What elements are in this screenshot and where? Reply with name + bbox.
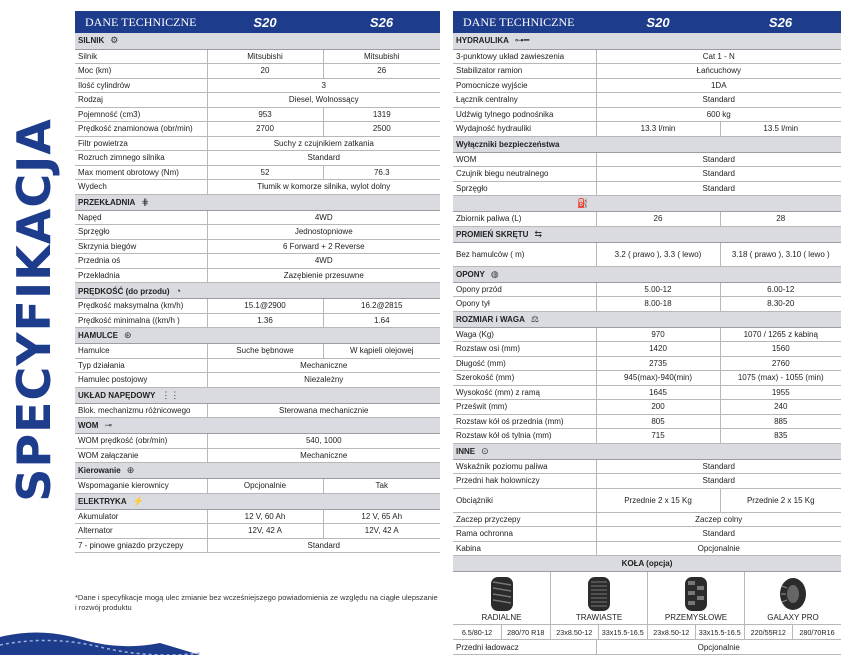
ladowacz-table — [453, 640, 841, 655]
value-cell: Standard — [596, 152, 841, 167]
tire-radial-icon — [489, 576, 515, 612]
value-cell: 28 — [720, 212, 841, 227]
label-cell: Wskaźnik poziomu paliwa — [453, 459, 596, 474]
weight-icon: ⚖ — [530, 313, 539, 324]
table-row — [453, 640, 841, 655]
section-title: TRAWIASTE — [575, 613, 623, 622]
section-przekladnia — [75, 194, 440, 210]
table-row — [75, 479, 440, 494]
table-row — [75, 239, 440, 254]
right-spec-panel — [453, 11, 841, 655]
label-cell — [453, 311, 841, 327]
table-row — [75, 344, 440, 359]
table-row — [453, 371, 841, 386]
footnote: *Dane i specyfikacje mogą ulec zmianie bez wcześniejszego powiadomienia ze względu na ciągłe ulepszanie i rozwój produktu — [75, 593, 438, 612]
value-cell: 835 — [720, 429, 841, 444]
value-cell: 8.00-18 — [596, 297, 720, 312]
section-title: ELEKTRYKA — [78, 496, 127, 506]
lightning-icon: ⚡ — [132, 495, 144, 506]
label-cell — [453, 33, 841, 49]
table-row — [453, 356, 841, 371]
value-cell: Mitsubishi — [207, 49, 323, 64]
value-cell: Opcjonalnie — [596, 640, 841, 655]
label-cell — [453, 196, 841, 212]
value-cell: 8.30-20 — [720, 297, 841, 312]
label-cell: Rozruch zimnego silnika — [75, 151, 207, 166]
value-cell: 16.2@2815 — [323, 299, 440, 314]
table-row — [75, 151, 440, 166]
table-row — [453, 242, 841, 266]
table-row — [453, 78, 841, 93]
pto-shaft-icon: ⊸ — [104, 420, 112, 430]
label-cell: Przekładnia — [75, 268, 207, 283]
value-cell: Zazębienie przesuwne — [207, 268, 440, 283]
table-row — [453, 93, 841, 108]
label-cell: Max moment obrotowy (Nm) — [75, 165, 207, 180]
model-s20-label: S20 — [646, 14, 670, 30]
value-cell: 12 V, 65 Ah — [323, 509, 440, 524]
value-cell: 12V, 42 A — [207, 524, 323, 539]
label-cell — [75, 418, 440, 434]
section-title: INNE — [456, 446, 476, 456]
section-wylaczniki — [453, 136, 841, 152]
value-cell: Standard — [596, 527, 841, 542]
label-cell: 6.5/80-12 — [453, 625, 502, 640]
value-cell: 23x8.50-12 — [647, 625, 696, 640]
section-title: (do przodu) — [125, 286, 170, 296]
value-cell: 953 — [207, 107, 323, 122]
table-row — [453, 181, 841, 196]
label-cell: Długość (mm) — [453, 356, 596, 371]
value-cell: 2700 — [207, 122, 323, 137]
label-cell — [75, 33, 440, 49]
gearbox-icon: ⋕ — [141, 196, 149, 207]
value-cell: Przednie 2 x 15 Kg — [720, 488, 841, 512]
section-uklad-napedowy — [75, 387, 440, 403]
value-cell: Niezależny — [207, 373, 440, 388]
label-cell: Opony tył — [453, 297, 596, 312]
value-cell: 33x15.5-16.5 — [599, 625, 648, 640]
value-cell: Przednie 2 x 15 Kg — [596, 488, 720, 512]
value-cell: 2735 — [596, 356, 720, 371]
section-title: ROZMIAR i WAGA — [456, 314, 525, 324]
drivetrain-icon: ⋮⋮ — [161, 389, 180, 400]
table-row — [75, 49, 440, 64]
value-cell: 33x15.5-16.5 — [696, 625, 745, 640]
section-title: GALAXY PRO — [767, 613, 819, 622]
table-row — [75, 538, 440, 553]
value-cell: W kąpieli olejowej — [323, 344, 440, 359]
section-kierowanie — [75, 463, 440, 479]
brake-icon: ⊛ — [124, 330, 132, 340]
section-title: HAMULCE — [78, 331, 118, 340]
label-cell: Obciążniki — [453, 488, 596, 512]
table-row — [75, 93, 440, 108]
label-cell: Sprzęgło — [453, 181, 596, 196]
value-cell: 240 — [720, 400, 841, 415]
brand-wave-decoration — [0, 627, 200, 655]
wheel-przemyslowe — [647, 572, 744, 624]
section-elektryka — [75, 493, 440, 509]
right-spec-table — [453, 33, 841, 572]
value-cell: 12V, 42 A — [323, 524, 440, 539]
label-cell: Prześwit (mm) — [453, 400, 596, 415]
table-row — [453, 488, 841, 512]
section-hydraulika — [453, 33, 841, 49]
section-title: SILNIK — [78, 36, 105, 46]
value-cell: Standard — [596, 167, 841, 182]
value-cell: 1420 — [596, 342, 720, 357]
table-row — [75, 299, 440, 314]
value-cell: Standard — [207, 538, 440, 553]
value-cell: Tak — [323, 479, 440, 494]
value-cell: 220/55R12 — [744, 625, 793, 640]
label-cell: Czujnik biegu neutralnego — [453, 167, 596, 182]
tire-galaxy-icon — [778, 576, 808, 612]
left-spec-panel — [75, 11, 440, 553]
label-cell — [75, 463, 440, 479]
section-title: PRZEKŁADNIA — [78, 197, 136, 207]
label-cell: Przedni ładowacz — [453, 640, 596, 655]
section-title: PRĘDKOŚĆ — [78, 286, 124, 296]
table-row — [75, 268, 440, 283]
value-cell: 600 kg — [596, 107, 841, 122]
value-cell: 280/70 R18 — [502, 625, 551, 640]
label-cell: Opony przód — [453, 282, 596, 297]
table-row — [75, 165, 440, 180]
label-cell: WOM prędkość (obr/min) — [75, 434, 207, 449]
value-cell: 970 — [596, 327, 720, 342]
table-row — [75, 403, 440, 418]
header-title: DANE TECHNICZNE — [85, 14, 197, 29]
label-cell: Rozstaw kół oś przednia (mm) — [453, 414, 596, 429]
value-cell: 1560 — [720, 342, 841, 357]
label-cell: Ilość cylindrów — [75, 78, 207, 93]
label-cell: Szerokość (mm) — [453, 371, 596, 386]
label-cell: Rodzaj — [75, 93, 207, 108]
speedometer-icon: ◔ — [175, 285, 181, 296]
table-row — [75, 358, 440, 373]
value-cell: 1319 — [323, 107, 440, 122]
label-cell: Przedni hak holowniczy — [453, 474, 596, 489]
table-row — [75, 448, 440, 463]
value-cell: 200 — [596, 400, 720, 415]
table-row — [75, 107, 440, 122]
value-cell: Diesel, Wolnossący — [207, 93, 440, 108]
value-cell: Suche bębnowe — [207, 344, 323, 359]
value-cell: 2500 — [323, 122, 440, 137]
label-cell: Zbiornik paliwa (L) — [453, 212, 596, 227]
label-cell: Udźwig tylnego podnośnika — [453, 107, 596, 122]
table-row — [453, 541, 841, 556]
label-cell: Bez hamulców ( m) — [453, 242, 596, 266]
section-hamulce — [75, 328, 440, 344]
left-spec-table — [75, 33, 440, 553]
value-cell: 1070 / 1265 z kabiną — [720, 327, 841, 342]
section-rozmiar-waga — [453, 311, 841, 327]
label-cell: Stabilizator ramion — [453, 64, 596, 79]
value-cell: 1DA — [596, 78, 841, 93]
section-opony — [453, 266, 841, 282]
value-cell: Suchy z czujnikiem zatkania — [207, 136, 440, 151]
label-cell — [453, 136, 841, 152]
tire-turf-icon — [586, 576, 612, 612]
label-cell: Kabina — [453, 541, 596, 556]
label-cell: Hamulce — [75, 344, 207, 359]
label-cell: Prędkość znamionowa (obr/min) — [75, 122, 207, 137]
tire-industrial-icon — [683, 576, 709, 612]
value-cell: 12 V, 60 Ah — [207, 509, 323, 524]
header-title: DANE TECHNICZNE — [463, 14, 575, 29]
value-cell: 540, 1000 — [207, 434, 440, 449]
wheel-trawiaste — [550, 572, 647, 624]
label-cell: 3-punktowy układ zawieszenia — [453, 49, 596, 64]
label-cell — [453, 266, 841, 282]
model-s26-label: S26 — [768, 14, 793, 30]
table-row — [453, 459, 841, 474]
label-cell: Waga (Kg) — [453, 327, 596, 342]
value-cell: 26 — [323, 64, 440, 79]
label-cell — [75, 493, 440, 509]
table-row — [453, 297, 841, 312]
table-row — [75, 210, 440, 225]
value-cell: 715 — [596, 429, 720, 444]
label-cell: Przednia oś — [75, 254, 207, 269]
value-cell: Opcjonalnie — [207, 479, 323, 494]
value-cell: 805 — [596, 414, 720, 429]
value-cell: Opcjonalnie — [596, 541, 841, 556]
table-row — [453, 212, 841, 227]
value-cell: Standard — [596, 181, 841, 196]
table-row — [75, 313, 440, 328]
table-row — [453, 122, 841, 137]
section-zbiornik — [453, 196, 841, 212]
section-title: RADIALNE — [481, 613, 522, 622]
value-cell: 6 Forward + 2 Reverse — [207, 239, 440, 254]
label-cell: Skrzynia biegów — [75, 239, 207, 254]
label-cell: Filtr powietrza — [75, 136, 207, 151]
table-row — [75, 122, 440, 137]
turning-arrows-icon: ⇆ — [534, 228, 542, 239]
label-cell — [75, 328, 440, 344]
label-cell: Wspomaganie kierownicy — [75, 479, 207, 494]
value-cell: 13.3 l/min — [596, 122, 720, 137]
table-row — [453, 107, 841, 122]
section-promien-skretu — [453, 226, 841, 242]
label-cell: Moc (km) — [75, 64, 207, 79]
label-cell: Alternator — [75, 524, 207, 539]
value-cell: 1955 — [720, 385, 841, 400]
label-cell: 7 - pinowe gniazdo przyczepy — [75, 538, 207, 553]
value-cell: 1075 (max) - 1055 (min) — [720, 371, 841, 386]
value-cell: 3.2 ( prawo ), 3.3 ( lewo) — [596, 242, 720, 266]
value-cell: 76.3 — [323, 165, 440, 180]
value-cell: 6.00-12 — [720, 282, 841, 297]
value-cell: 1.64 — [323, 313, 440, 328]
label-cell: Rozstaw osi (mm) — [453, 342, 596, 357]
specyfikacja-title: SPECYFIKACJA — [7, 118, 61, 502]
label-cell: Akumulator — [75, 509, 207, 524]
wheel-galaxy-pro — [744, 572, 841, 624]
label-cell: Prędkość maksymalna (km/h) — [75, 299, 207, 314]
label-cell — [453, 443, 841, 459]
value-cell: 4WD — [207, 254, 440, 269]
hydraulic-cylinder-icon: ⊶━ — [514, 35, 530, 46]
table-row — [75, 254, 440, 269]
value-cell: 26 — [596, 212, 720, 227]
label-cell: KOŁA (opcja) — [453, 556, 841, 572]
section-inne — [453, 443, 841, 459]
value-cell: Cat 1 - N — [596, 49, 841, 64]
fuel-pump-icon: ⛽ — [577, 198, 589, 208]
section-title: HYDRAULIKA — [456, 36, 509, 46]
table-row — [75, 78, 440, 93]
value-cell: 13.5 l/min — [720, 122, 841, 137]
value-cell: Łańcuchowy — [596, 64, 841, 79]
value-cell: 3.18 ( prawo ), 3.10 ( lewo ) — [720, 242, 841, 266]
table-row — [75, 509, 440, 524]
value-cell: 23x8.50-12 — [550, 625, 599, 640]
table-row — [453, 342, 841, 357]
more-dots-icon: ⊙ — [481, 445, 489, 456]
table-row — [75, 136, 440, 151]
label-cell: Blok. mechanizmu różnicowego — [75, 403, 207, 418]
table-row — [453, 414, 841, 429]
section-wom — [75, 418, 440, 434]
value-cell: 1.36 — [207, 313, 323, 328]
label-cell: Wydajność hydrauliki — [453, 122, 596, 137]
label-cell — [453, 226, 841, 242]
label-cell: Pomocnicze wyjście — [453, 78, 596, 93]
section-title: PROMIEŃ SKRĘTU — [456, 229, 529, 239]
table-row — [75, 225, 440, 240]
label-cell — [75, 283, 440, 299]
label-cell: Prędkość minimalna ((km/h ) — [75, 313, 207, 328]
section-title: UKŁAD NAPĘDOWY — [78, 390, 156, 400]
table-row — [453, 527, 841, 542]
label-cell: Wysokość (mm) z ramą — [453, 385, 596, 400]
table-row — [453, 327, 841, 342]
table-row — [75, 180, 440, 195]
value-cell: 20 — [207, 64, 323, 79]
wheel-radialne — [453, 572, 550, 624]
table-row — [453, 385, 841, 400]
section-title: WOM — [78, 421, 99, 430]
label-cell: Zaczep przyczepy — [453, 512, 596, 527]
table-row — [453, 64, 841, 79]
engine-icon: ⚙ — [110, 35, 119, 46]
table-row — [453, 625, 841, 640]
value-cell: Tłumik w komorze silnika, wylot dolny — [207, 180, 440, 195]
label-cell: Wydech — [75, 180, 207, 195]
tire-icon: ◍ — [490, 268, 499, 279]
label-cell: Łącznik centralny — [453, 93, 596, 108]
table-row — [453, 512, 841, 527]
value-cell: 52 — [207, 165, 323, 180]
table-row — [453, 152, 841, 167]
label-cell: Sprzęgło — [75, 225, 207, 240]
table-row — [75, 434, 440, 449]
value-cell: Standard — [207, 151, 440, 166]
steering-wheel-icon: ⊕ — [126, 465, 135, 475]
left-header — [75, 11, 440, 33]
label-cell: WOM — [453, 152, 596, 167]
section-silnik — [75, 33, 440, 49]
label-cell: Hamulec postojowy — [75, 373, 207, 388]
label-cell — [75, 194, 440, 210]
value-cell: 4WD — [207, 210, 440, 225]
table-row — [453, 474, 841, 489]
value-cell: 1645 — [596, 385, 720, 400]
table-row — [453, 167, 841, 182]
label-cell: Typ działania — [75, 358, 207, 373]
value-cell: 5.00-12 — [596, 282, 720, 297]
value-cell: Mechaniczne — [207, 358, 440, 373]
value-cell: Zaczep colny — [596, 512, 841, 527]
table-row — [75, 64, 440, 79]
wheel-types-row — [453, 572, 841, 625]
label-cell: Silnik — [75, 49, 207, 64]
value-cell: Standard — [596, 474, 841, 489]
label-cell: Rama ochronna — [453, 527, 596, 542]
table-row — [453, 429, 841, 444]
table-row — [453, 49, 841, 64]
value-cell: Standard — [596, 459, 841, 474]
wheel-sizes-table — [453, 625, 841, 640]
value-cell: 3 — [207, 78, 440, 93]
value-cell: 885 — [720, 414, 841, 429]
value-cell: Mechaniczne — [207, 448, 440, 463]
right-header — [453, 11, 841, 33]
section-title: OPONY — [456, 269, 485, 279]
label-cell: Rozstaw kół oś tylnia (mm) — [453, 429, 596, 444]
label-cell: Napęd — [75, 210, 207, 225]
section-kola — [453, 556, 841, 572]
vertical-title — [4, 95, 64, 525]
value-cell: Mitsubishi — [323, 49, 440, 64]
table-row — [453, 282, 841, 297]
value-cell: 2760 — [720, 356, 841, 371]
value-cell: 280/70R16 — [793, 625, 842, 640]
section-predkosc — [75, 283, 440, 299]
label-cell — [75, 387, 440, 403]
section-title: Kierowanie — [78, 466, 121, 475]
value-cell: 945(max)-940(min) — [596, 371, 720, 386]
value-cell: Jednostopniowe — [207, 225, 440, 240]
model-s26-label: S26 — [369, 14, 394, 30]
value-cell: 15.1@2900 — [207, 299, 323, 314]
table-row — [453, 400, 841, 415]
section-title: PRZEMYSŁOWE — [664, 613, 728, 622]
value-cell: Sterowana mechanicznie — [207, 403, 440, 418]
table-row — [75, 524, 440, 539]
model-s20-label: S20 — [253, 14, 277, 30]
table-row — [75, 373, 440, 388]
section-title: Wyłączniki bezpieczeństwa — [456, 139, 560, 149]
value-cell: Standard — [596, 93, 841, 108]
label-cell: WOM załączanie — [75, 448, 207, 463]
label-cell: Pojemność (cm3) — [75, 107, 207, 122]
